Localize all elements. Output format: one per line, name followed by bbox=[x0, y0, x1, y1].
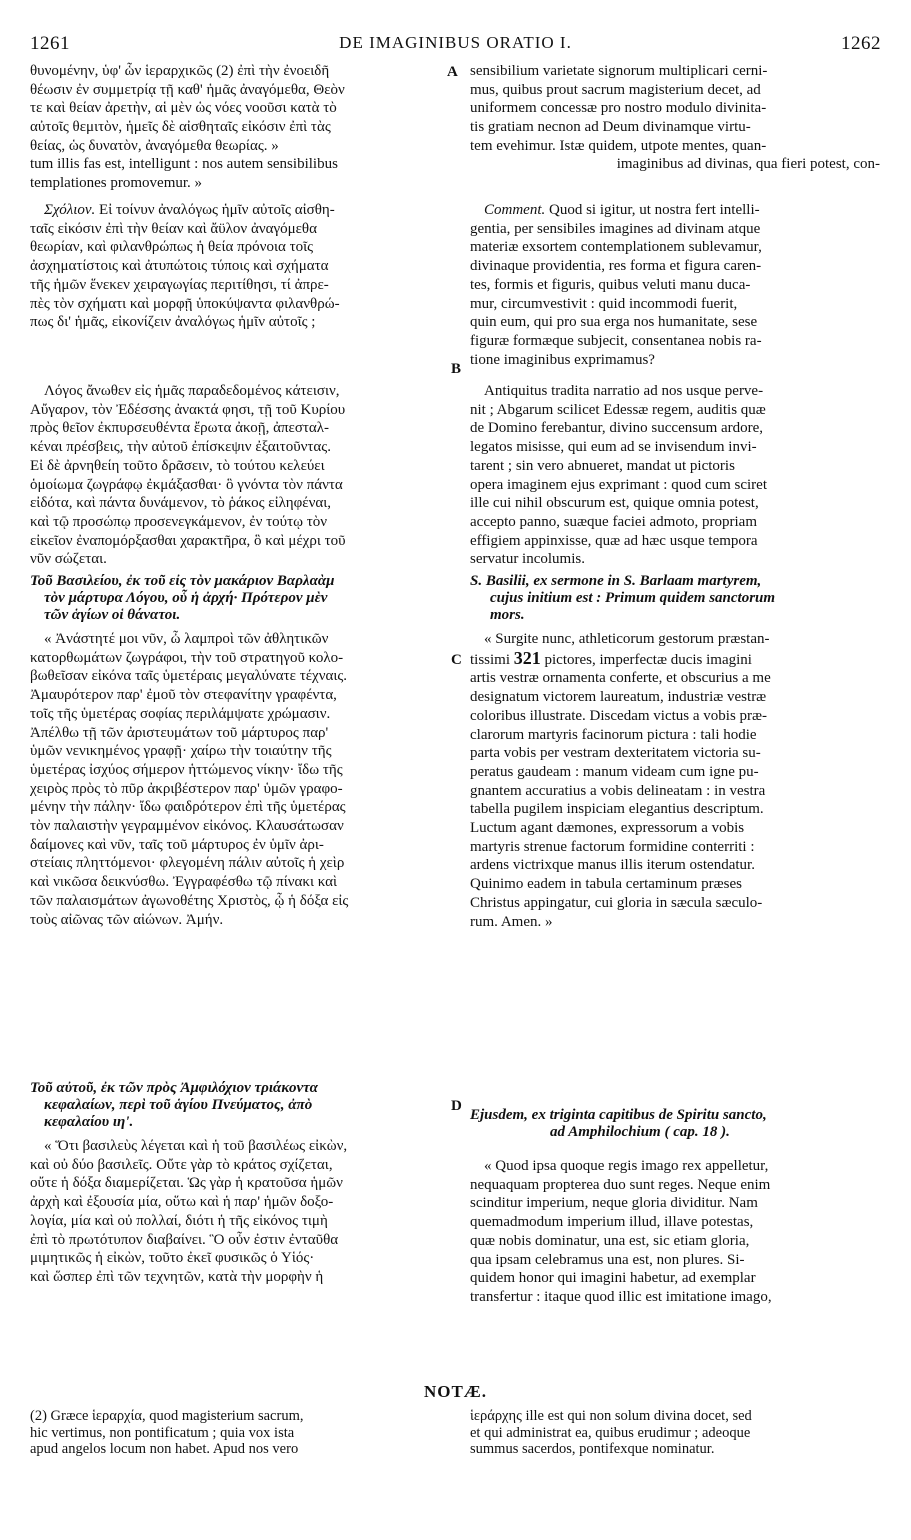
greek-line: εἰκεῖον ἐναπομόρξασθαι χαρακτῆρα, ὃ καὶ μέχρι τοῦ bbox=[30, 532, 346, 549]
latin-line: peratus gaudeam : manum videam cum igne pu- bbox=[470, 763, 759, 780]
greek-line: αὐτοῖς θεμιτὸν, ἡμεῖς δὲ αἰσθηταῖς εἰκόσιν ἐπὶ τὰς bbox=[30, 119, 331, 136]
scholion-label: Σχόλιον. bbox=[44, 202, 96, 218]
greek-line: στείαις πληττόμενοι· φλεγομένη πάλιν αὐτοῖς ἡ χεὶρ bbox=[30, 855, 345, 872]
latin-line: quæ nobis dominatur, una est, sic etiam gloria, bbox=[470, 1232, 750, 1249]
cross-line-end: templationes promovemur. » bbox=[30, 174, 203, 191]
margin-marker-c: C bbox=[451, 652, 462, 668]
greek-line: Αὔγαρον, τὸν Ἐδέσσης ἀνακτά φησι, τῇ τοῦ Κυρίου bbox=[30, 401, 346, 418]
greek-amphilochius-source bbox=[30, 1080, 455, 1131]
latin-line: gentia, per sensibiles imagines ad divinam atque bbox=[470, 220, 761, 237]
greek-line: βωθεῖσαν εἰκόνα ταῖς ὑμετέραις μεγαλύνατε τέχναις. bbox=[30, 668, 348, 685]
latin-line: accepto panno, suæque faciei admoto, propriam bbox=[470, 513, 757, 530]
greek-line: ταῖς εἰκόσιν ἐπὶ τὴν θείαν καὶ ἄϋλον ἀναγόμεθα bbox=[30, 220, 317, 237]
note-line: (2) Græce ἱεραρχία, quod magisterium sacrum, bbox=[30, 1408, 304, 1424]
source-heading-line: Τοῦ Βασιλείου, ἐκ τοῦ εἰς τὸν μακάριον Βαρλαὰμ bbox=[30, 573, 335, 589]
greek-line: πρὸς θεῖον ἐκπυρσευθέντα ἔρωτα ἀκοῇ, ἀπεσταλ- bbox=[30, 420, 330, 437]
greek-line: ἀσχηματίστοις καὶ ἀτυπώτοις τύποις καὶ σχήματα bbox=[30, 258, 329, 275]
greek-amphilochius bbox=[30, 1137, 455, 1287]
latin-line: nit ; Abgarum scilicet Edessæ regem, auditis quæ bbox=[470, 401, 766, 418]
greek-line: κατορθωμάτων ζωγράφοι, τὴν τοῦ στρατηγοῦ κολο- bbox=[30, 649, 344, 666]
latin-line: ardens victrixque manus illis iterum ostendatur. bbox=[470, 857, 755, 874]
greek-line: θυνομένην, ὑφ' ὧν ἱεραρχικῶς (2) ἐπὶ τὴν ἐνοειδῆ bbox=[30, 63, 330, 79]
greek-line: καὶ οὐ δύο βασιλεῖς. Οὔτε γὰρ τὸ κράτος σχίζεται, bbox=[30, 1156, 333, 1173]
source-heading-line: Τοῦ αὐτοῦ, ἐκ τῶν πρὸς Ἀμφιλόχιον τριάκοντα bbox=[30, 1080, 318, 1096]
cross-column-line bbox=[30, 155, 880, 192]
greek-line: θέωσιν ἐν συμμετρίᾳ τῇ καθ' ἡμᾶς ἀναγόμεθα, Θεὸν bbox=[30, 81, 345, 98]
notes-heading: NOTÆ. bbox=[423, 1382, 488, 1401]
greek-line: τῆς ἡμῶν ἕνεκεν χειραγωγίας περιτίθησι, τί ἀπρε- bbox=[30, 276, 329, 293]
greek-line: χειρὸς πρὸς τὸ πῦρ ἀκριβέστερον παρ' ὑμῶν γραφο- bbox=[30, 780, 343, 797]
note-line: hic vertimus, non pontificatum ; quia vox ista bbox=[30, 1424, 295, 1441]
latin-line: tem evehimur. Istæ quidem, utpote mentes, quan- bbox=[470, 137, 767, 154]
latin-line: qua ipsam celebramus una est, non plures. Si- bbox=[470, 1251, 745, 1268]
greek-basil-source bbox=[30, 573, 455, 624]
greek-line: τῶν παλαισμάτων ἀγωνοθέτης Χριστὸς, ᾧ ἡ δόξα εἰς bbox=[30, 892, 349, 909]
comment-label: Comment. bbox=[484, 202, 546, 218]
latin-line: rum. Amen. » bbox=[470, 913, 553, 930]
greek-line: νῦν σώζεται. bbox=[30, 551, 107, 568]
latin-line: parta vobis per vestram dexteritatem victoria su- bbox=[470, 745, 761, 762]
source-heading-line: τῶν ἁγίων οἱ θάνατοι. bbox=[44, 607, 181, 623]
latin-line-part: tissimi bbox=[470, 651, 514, 668]
greek-line: « Ὅτι βασιλεὺς λέγεται καὶ ἡ τοῦ βασιλέως εἰκὼν, bbox=[44, 1138, 348, 1154]
latin-line: quin eum, qui pro sua erga nos humanitate, sese bbox=[470, 314, 758, 331]
latin-line: sensibilium varietate signorum multiplicari cerni- bbox=[470, 63, 768, 79]
latin-abgar bbox=[470, 382, 878, 569]
greek-abgar bbox=[30, 382, 455, 569]
latin-line: coloribus illustrate. Discedam victus a vobis præ- bbox=[470, 707, 768, 724]
latin-line: tabella pugilem inspiciam elegantius descriptum. bbox=[470, 801, 764, 818]
greek-line: καὶ ὥσπερ ἐπὶ τῶν τεχνητῶν, κατὰ τὴν μορφὴν ἡ bbox=[30, 1268, 324, 1285]
latin-comment bbox=[470, 201, 878, 369]
latin-line: designatum victorem laureatum, industriæ vestræ bbox=[470, 689, 767, 706]
latin-line: legatos misisse, qui eum ad se invisendum invi- bbox=[470, 439, 757, 456]
source-heading-line: κεφαλαίου ιη'. bbox=[44, 1114, 134, 1130]
greek-line: Ἀμαυρότερον παρ' ἐμοῦ τὸν στεφανίτην γραφέντα, bbox=[30, 687, 337, 704]
greek-column-top bbox=[30, 62, 455, 156]
greek-line: τε καὶ θείαν ἀρετὴν, αἱ μὲν ὡς νόες νοοῦσι κατὰ τὸ bbox=[30, 100, 337, 117]
greek-line: κέναι πρέσβεις, τὴν αὐτοῦ ἐπίσκεψιν ἐξαιτοῦντας. bbox=[30, 439, 331, 456]
greek-line: « Ἀνάστητέ μοι νῦν, ὦ λαμπροὶ τῶν ἀθλητικῶν bbox=[44, 631, 329, 647]
note-line: summus sacerdos, pontifexque nominatur. bbox=[470, 1441, 715, 1457]
latin-line: scinditur imperium, neque gloria dividitur. Nam bbox=[470, 1195, 758, 1212]
latin-line: mus, quibus prout sacrum magisterium decet, ad bbox=[470, 81, 761, 98]
greek-line: καὶ νικῶσα δεικνύσθω. Ἐγγραφέσθω τῷ πίνακι καὶ bbox=[30, 874, 338, 891]
column-number: 321 bbox=[513, 647, 541, 668]
latin-line: Quod si igitur, ut nostra fert intelli- bbox=[545, 202, 760, 218]
latin-basil-source bbox=[470, 573, 878, 624]
latin-line: divinaque providentia, res forma et figura caren- bbox=[470, 258, 762, 275]
note-line: ἱεράρχης ille est qui non solum divina docet, sed bbox=[470, 1408, 752, 1424]
greek-line: οὔτε ἡ δόξα διαμερίζεται. Ὡς γὰρ ἡ κρατοῦσα ἡμῶν bbox=[30, 1175, 343, 1192]
source-heading-line: κεφαλαίων, περὶ τοῦ ἁγίου Πνεύματος, ἀπὸ bbox=[44, 1097, 313, 1113]
latin-line: quemadmodum imperium illud, illave potestas, bbox=[470, 1214, 754, 1231]
cross-line-right: imaginibus ad divinas, qua fieri potest, con- bbox=[616, 156, 880, 172]
latin-line: clarorum martyris facinorum pictura : tali hodie bbox=[470, 726, 757, 743]
greek-line: Λόγος ἄνωθεν εἰς ἡμᾶς παραδεδομένος κάτεισιν, bbox=[44, 383, 340, 399]
greek-line: ἀρχὴ καὶ ἐξουσία μία, οὕτω καὶ ἡ παρ' ἡμῶν δοξο- bbox=[30, 1194, 334, 1211]
latin-line: « Quod ipsa quoque regis imago rex appelletur, bbox=[484, 1158, 769, 1174]
greek-line: ὁμοίωμα ζωγράφῳ ἐκμάξασθαι· ὃ γνόντα τὸν πάντα bbox=[30, 476, 343, 493]
page-number-left: 1261 bbox=[30, 33, 70, 54]
latin-line: tes, formis et figuris, quibus veluti manu duca- bbox=[470, 276, 751, 293]
source-heading-line: Ejusdem, ex triginta capitibus de Spiritu sancto, bbox=[470, 1107, 767, 1123]
page-number-right: 1262 bbox=[841, 33, 881, 54]
running-header bbox=[30, 33, 881, 55]
latin-line: artis vestræ ornamenta conferte, et obscurius a me bbox=[470, 670, 771, 687]
latin-line: de Domino ferebantur, divino succensum ardore, bbox=[470, 420, 764, 437]
source-heading-line: cujus initium est : Primum quidem sanctorum bbox=[490, 590, 776, 606]
note-line: et qui administrat ea, quibus erudimur ; adeoque bbox=[470, 1424, 751, 1441]
latin-line: effigiem appinxisse, quæ ad hæc usque tempora bbox=[470, 532, 758, 549]
margin-marker-d: D bbox=[451, 1098, 462, 1114]
latin-line: uniformem concessæ pro nostro modulo divinita- bbox=[470, 100, 767, 117]
latin-line: « Surgite nunc, athleticorum gestorum præstan- bbox=[484, 631, 770, 647]
latin-line: servatur incolumis. bbox=[470, 551, 585, 568]
latin-amphilochius bbox=[470, 1157, 878, 1307]
margin-marker-a: A bbox=[447, 64, 458, 80]
running-title: DE IMAGINIBUS ORATIO I. bbox=[339, 33, 572, 52]
greek-line: τοῖς τῆς ὑμετέρας σοφίας περιλάμψατε χρώμασιν. bbox=[30, 705, 331, 722]
greek-line: Εἰ τοίνυν ἀναλόγως ἡμῖν αὐτοῖς αἰσθη- bbox=[95, 202, 335, 218]
latin-column-top bbox=[470, 62, 878, 156]
greek-line: θείας, ὡς δυνατὸν, ἀναγόμεθα θεωρίας. » bbox=[30, 137, 279, 154]
latin-line bbox=[470, 649, 878, 670]
greek-line: καὶ τῷ προσώπῳ προσενεγκάμενον, ἐν τούτῳ τὸν bbox=[30, 513, 328, 530]
margin-marker-b: B bbox=[451, 361, 462, 377]
greek-line: ἐπὶ τὸ πρωτότυπον διαβαίνει. Ὃ οὖν ἐστιν ἐνταῦθα bbox=[30, 1231, 339, 1248]
greek-line: πως δι' ἡμᾶς, εἰκονίζειν ἀναλόγως ἡμῖν αὐτοῖς ; bbox=[30, 314, 316, 331]
note-line: apud angelos locum non habet. Apud nos vero bbox=[30, 1441, 299, 1457]
source-heading-line: S. Basilii, ex sermone in S. Barlaam martyrem, bbox=[470, 573, 762, 589]
greek-line: τοὺς αἰῶνας τῶν αἰώνων. Ἀμήν. bbox=[30, 911, 224, 928]
latin-line: gnantem accuratius a vobis delineatam : in vestra bbox=[470, 782, 766, 799]
latin-line: martyris strenue factorum formidine conterriti : bbox=[470, 838, 755, 855]
latin-line: Quinimo eadem in tabula certaminum præses bbox=[470, 876, 743, 893]
greek-line: δαίμονες καὶ νῦν, ταῖς τοῦ μάρτυρος ἐν ὑμῖν ἀρι- bbox=[30, 836, 324, 853]
latin-line-part: pictores, imperfectæ ducis imagini bbox=[540, 651, 752, 668]
latin-line: nequaquam propterea duo sunt reges. Neque enim bbox=[470, 1176, 771, 1193]
latin-line: Antiquitus tradita narratio ad nos usque perve- bbox=[484, 383, 764, 399]
greek-line: Ἀπέλθω τῇ τῶν ἀριστευμάτων τοῦ μάρτυρος παρ' bbox=[30, 724, 329, 741]
source-heading-line: ad Amphilochium ( cap. 18 ). bbox=[550, 1124, 730, 1140]
latin-line: tarent ; sin vero abnueret, mandat ut pictoris bbox=[470, 457, 735, 474]
greek-line: θεωρίαν, καὶ φιλανθρώπως ἡ θεία πρόνοια τοῖς bbox=[30, 239, 314, 256]
note-right bbox=[470, 1408, 878, 1458]
latin-line: ille cui nihil obscurum est, quique omnia potest, bbox=[470, 495, 759, 512]
latin-line: tione imaginibus exprimamus? bbox=[470, 351, 655, 368]
source-heading-line: mors. bbox=[490, 607, 525, 623]
latin-line: materiæ exsortem contemplationem sublevamur, bbox=[470, 239, 762, 256]
greek-line: μιμητικῶς ἡ εἰκὼν, τοῦτο ἐκεῖ φυσικῶς ὁ Υἱός· bbox=[30, 1250, 315, 1267]
greek-line: ὑμετέρας ἰσχύος σήμερον ἡττώμενος νίκην· ἴδω τῆς bbox=[30, 761, 343, 778]
latin-line: opera imaginem ejus exprimant : quod cum sciret bbox=[470, 476, 767, 493]
latin-line: transfertur : itaque quod illic est imitatione imago, bbox=[470, 1288, 772, 1305]
latin-amphilochius-source bbox=[470, 1107, 878, 1141]
latin-line: Christus appingatur, cui gloria in sæcula sæculo- bbox=[470, 894, 763, 911]
greek-line: Εἰ δὲ ἀρνηθείη τοῦτο δρᾶσειν, τὸ τούτου κελεύει bbox=[30, 457, 325, 474]
note-left bbox=[30, 1408, 455, 1458]
latin-line: mur, circumvestivit : quid incommodi fuerit, bbox=[470, 295, 738, 312]
latin-line: Luctum agant dæmones, expressorum a vobis bbox=[470, 820, 745, 837]
latin-line: quidem honor qui imagini habetur, ad exemplar bbox=[470, 1270, 756, 1287]
greek-line: λογία, μία καὶ οὐ πολλαί, διότι ἡ τῆς εἰκόνος τιμὴ bbox=[30, 1212, 328, 1229]
greek-line: ὑμῶν νενικημένος γραφῇ· χαίρω τὴν τοιαύτην τῆς bbox=[30, 743, 332, 760]
cross-line-left: tum illis fas est, intelligunt : nos autem sensibilibus bbox=[30, 156, 338, 172]
latin-line: figuræ formæque subjecit, consentanea nobis ra- bbox=[470, 332, 762, 349]
greek-scholion bbox=[30, 201, 455, 332]
greek-line: μένην τὴν πάλην· ἴδω φαιδρότερον ἐπὶ τῆς ὑμετέρας bbox=[30, 799, 346, 816]
greek-line: εἰδότα, καὶ πάντα δυνάμενον, τὸ ῥάκος εἰληφέναι, bbox=[30, 495, 331, 512]
greek-line: πὲς τὸν σχήματι καὶ μορφῇ ὑποκύψαντα φιλανθρώ- bbox=[30, 295, 340, 312]
greek-line: τὸν παλαιστὴν γεγραμμένον εἰκόνος. Κλαυσάτωσαν bbox=[30, 818, 344, 835]
greek-basil bbox=[30, 630, 455, 929]
latin-basil bbox=[470, 630, 878, 931]
latin-line: tis gratiam necnon ad Deum divinamque virtu- bbox=[470, 119, 751, 136]
source-heading-line: τὸν μάρτυρα Λόγου, οὗ ἡ ἀρχή· Πρότερον μὲν bbox=[44, 590, 328, 606]
